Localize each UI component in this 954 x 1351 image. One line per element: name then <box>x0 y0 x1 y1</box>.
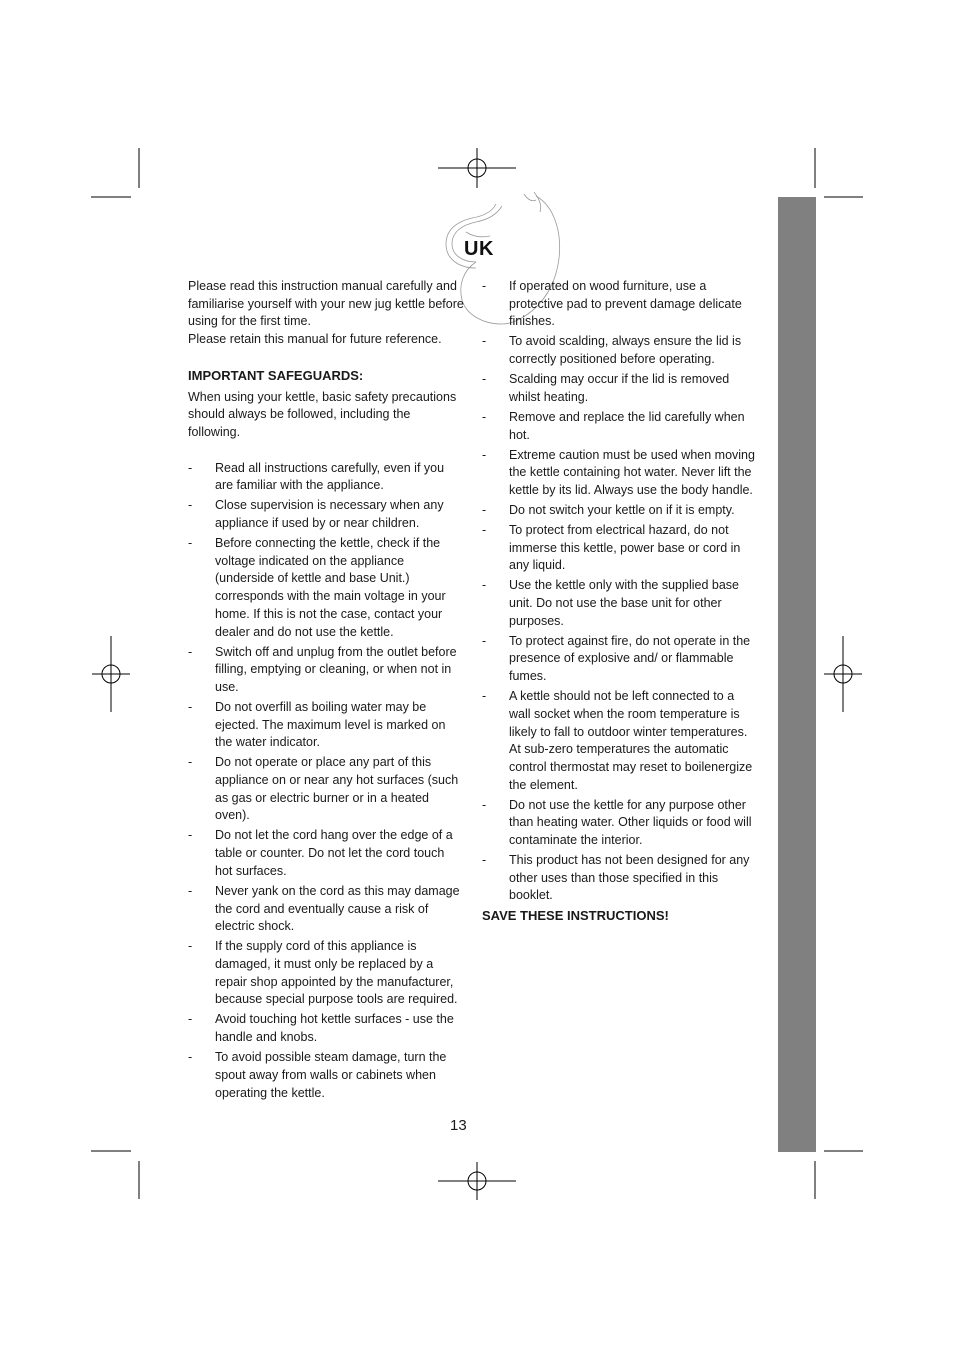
bullet-dash: - <box>482 578 487 593</box>
bullet-dash: - <box>482 502 487 517</box>
list-item: - Do not switch your kettle on if it is empty. <box>482 502 758 520</box>
list-item: - To avoid possible steam damage, turn the spout away from walls or cabinets when operating the kettle. <box>188 1050 447 1100</box>
bullet-dash: - <box>188 1012 193 1027</box>
bullet-dash: - <box>188 883 193 898</box>
left-column <box>188 278 464 1105</box>
registration-mark-right <box>824 636 862 712</box>
bullet-dash: - <box>188 536 193 551</box>
right-column <box>482 278 758 925</box>
save-instructions-note: SAVE THESE INSTRUCTIONS! <box>482 908 669 924</box>
page-number: 13 <box>450 1117 467 1134</box>
list-item: - If operated on wood furniture, use a protective pad to prevent damage delicate finishes. <box>482 279 742 329</box>
bullet-dash: - <box>188 644 193 659</box>
bullet-dash: - <box>482 633 487 648</box>
safeguards-list-left <box>188 460 464 1103</box>
list-item: - Never yank on the cord as this may damage the cord and eventually cause a risk of electric shock. <box>188 883 460 934</box>
list-item: - To protect against fire, do not operate in the presence of explosive and/ or flammable fumes. <box>482 633 751 684</box>
list-item: - Do not overfill as boiling water may be ejected. The maximum level is marked on the water indicator. <box>188 699 446 750</box>
registration-mark-left <box>92 636 130 712</box>
bullet-dash: - <box>188 699 193 714</box>
list-item: - This product has not been designed for any other uses than those specified in this booklet. <box>482 853 750 903</box>
list-item: - Extreme caution must be used when moving the kettle containing hot water. Never lift the kettle by its lid. Always use the body handle. <box>482 447 755 497</box>
list-item: - Do not let the cord hang over the edge of a table or counter. Do not let the cord touch hot surfaces. <box>188 828 453 878</box>
bullet-dash: - <box>188 498 193 513</box>
list-item: - Switch off and unplug from the outlet before filling, emptying or cleaning, or when not in use. <box>188 644 457 694</box>
list-item: - Do not use the kettle for any purpose other than heating water. Other liquids or food will contaminate the interior. <box>482 797 752 848</box>
bullet-dash: - <box>482 522 487 537</box>
list-item: - Scalding may occur if the lid is removed whilst heating. <box>482 372 730 404</box>
list-item: - Avoid touching hot kettle surfaces - use the handle and knobs. <box>188 1012 454 1045</box>
list-item: - A kettle should not be left connected to a wall socket when the room temperature is likely to fall to outdoor winter temperatures. At sub-zero temperatures the automatic control thermostat may reset to boilenergize the element. <box>482 689 753 792</box>
bullet-dash: - <box>482 447 487 462</box>
bullet-dash: - <box>482 334 487 349</box>
bullet-dash: - <box>188 1050 193 1065</box>
safeguards-list-right <box>482 278 758 905</box>
list-item: - To avoid scalding, always ensure the lid is correctly positioned before operating. <box>482 334 742 367</box>
intro-paragraph: Please read this instruction manual carefully and familiarise yourself with your new jug kettle before using for the first time. <box>188 279 464 329</box>
bullet-dash: - <box>188 460 193 475</box>
list-item: - Use the kettle only with the supplied base unit. Do not use the base unit for other purposes. <box>482 578 739 628</box>
registration-mark-top <box>438 148 516 188</box>
bullet-dash: - <box>188 828 193 843</box>
side-tab <box>778 197 816 1152</box>
list-item: - If the supply cord of this appliance is damaged, it must only be replaced by a repair shop appointed by the manufacturer, because special purpose tools are required. <box>188 939 458 1007</box>
list-item: - Do not operate or place any part of this appliance on or near any hot surfaces (such as gas or electric burner or in a heated oven). <box>188 755 459 823</box>
bullet-dash: - <box>482 372 487 387</box>
bullet-dash: - <box>482 797 487 812</box>
list-item: - To protect from electrical hazard, do not immerse this kettle, power base or cord in any liquid. <box>482 522 741 573</box>
bullet-dash: - <box>482 409 487 424</box>
bullet-dash: - <box>482 689 487 704</box>
bullet-dash: - <box>482 853 487 868</box>
safeguards-lead: When using your kettle, basic safety precautions should always be followed, including the following. <box>188 389 457 439</box>
registration-mark-bottom <box>438 1162 516 1200</box>
intro <box>188 278 464 349</box>
bullet-dash: - <box>482 279 487 293</box>
list-item: - Close supervision is necessary when any appliance if used by or near children. <box>188 498 444 531</box>
list-item: - Read all instructions carefully, even if you are familiar with the appliance. <box>188 460 445 493</box>
list-item: - Remove and replace the lid carefully when hot. <box>482 409 745 442</box>
safeguards-heading: IMPORTANT SAFEGUARDS: <box>188 367 364 383</box>
bullet-dash: - <box>188 939 193 954</box>
intro-paragraph: Please retain this manual for future reference. <box>188 332 442 347</box>
bullet-dash: - <box>188 755 193 770</box>
language-label: UK <box>464 238 494 260</box>
list-item: - Before connecting the kettle, check if the voltage indicated on the appliance (underside of kettle and base Unit.) corresponds with the main voltage in your home. If this is not the case, contact your dealer and do not use the kettle. <box>188 536 446 639</box>
